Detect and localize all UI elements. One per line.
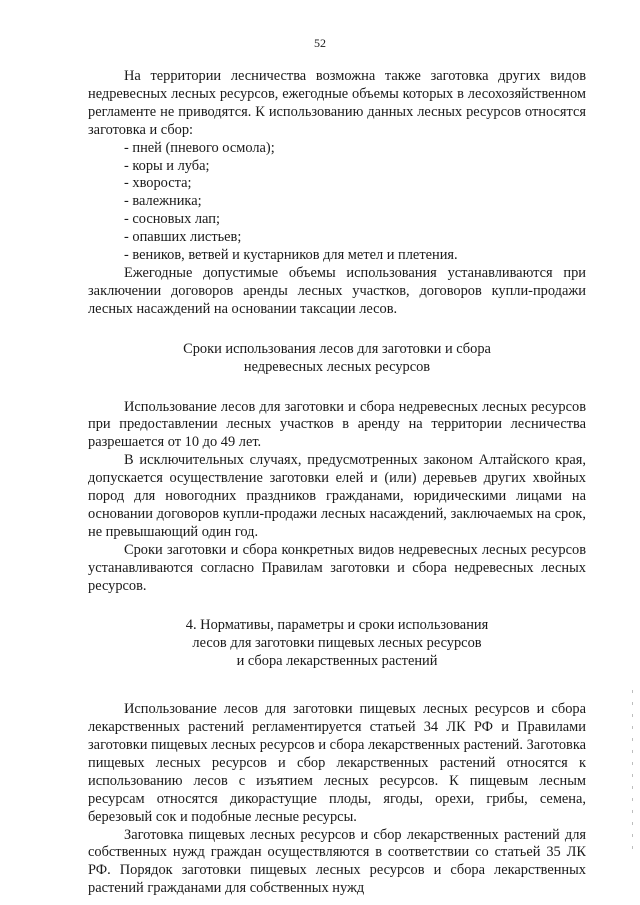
list-item: - хвороста; [124, 175, 192, 192]
body-paragraph: Использование лесов для заготовки и сбора недревесных лесных ресурсов при предоставлении лесных участков в аренду на территории лесничества разрешается от 10 до 49 лет. [88, 398, 586, 451]
list-item: - опавших листьев; [124, 229, 242, 246]
list-item: - сосновых лап; [124, 211, 220, 228]
heading-line: и сбора лекарственных растений [236, 653, 438, 670]
list-item: - веников, ветвей и кустарников для метел и плетения. [124, 247, 458, 264]
page-content [88, 68, 586, 898]
intro-closing-paragraph: Ежегодные допустимые объемы использования устанавливаются при заключении договоров аренды лесных участков, договоров купли-продажи лесных насаждений на основании таксации лесов. [88, 264, 586, 317]
section-heading-norms [88, 617, 586, 671]
heading-line: 4. Нормативы, параметры и сроки использования [185, 617, 489, 634]
body-paragraph: В исключительных случаях, предусмотренных законом Алтайского края, допускается осуществление заготовки елей и (или) деревьев других хвойных пород для новогодних праздников гражданами, юридическими лицами на основании договоров купли-продажи лесных насаждений, заключаемых на срок, не превышающий один год. [88, 452, 586, 540]
section-heading-terms [88, 341, 586, 377]
list-item: - коры и луба; [124, 157, 210, 174]
body-paragraph: Заготовка пищевых лесных ресурсов и сбор лекарственных растений для собственных нужд граждан осуществляются в соответствии со статьей 35 ЛК РФ. Порядок заготовки пищевых лесных ресурсов и сбора лекарственных растений гражданами для собственных нужд [88, 826, 586, 897]
list-item: - пней (пневого осмола); [124, 139, 275, 156]
body-paragraph: Использование лесов для заготовки пищевых лесных ресурсов и сбора лекарственных растений регламентируется статьей 34 ЛК РФ и Правилами заготовки пищевых лесных ресурсов и сбора лекарственных растений. Заготовка пищевых лесных ресурсов и сбор лекарственных растений относятся к использованию лесов с изъятием лесных ресурсов. К пищевым лесным ресурсам относятся дикорастущие плоды, ягоды, орехи, грибы, семена, березовый сок и подобные лесные ресурсы. [88, 701, 586, 825]
heading-line: Сроки использования лесов для заготовки и сбора [183, 340, 491, 357]
list-item: - валежника; [124, 193, 202, 210]
body-paragraph: Сроки заготовки и сбора конкретных видов недревесных лесных ресурсов устанавливаются согласно Правилам заготовки и сбора недревесных лесных ресурсов. [88, 541, 586, 594]
intro-paragraph: На территории лесничества возможна также заготовка других видов недревесных лесных ресурсов, ежегодные объемы которых в лесохозяйственном регламенте не приводятся. К использованию данных лесных ресурсов относятся заготовка и сбор: [88, 68, 586, 138]
heading-line: лесов для заготовки пищевых лесных ресурсов [192, 635, 482, 652]
scan-edge-marks [632, 690, 633, 850]
heading-line: недревесных лесных ресурсов [243, 358, 431, 375]
resource-list [88, 140, 586, 265]
page-number: 52 [314, 36, 326, 50]
